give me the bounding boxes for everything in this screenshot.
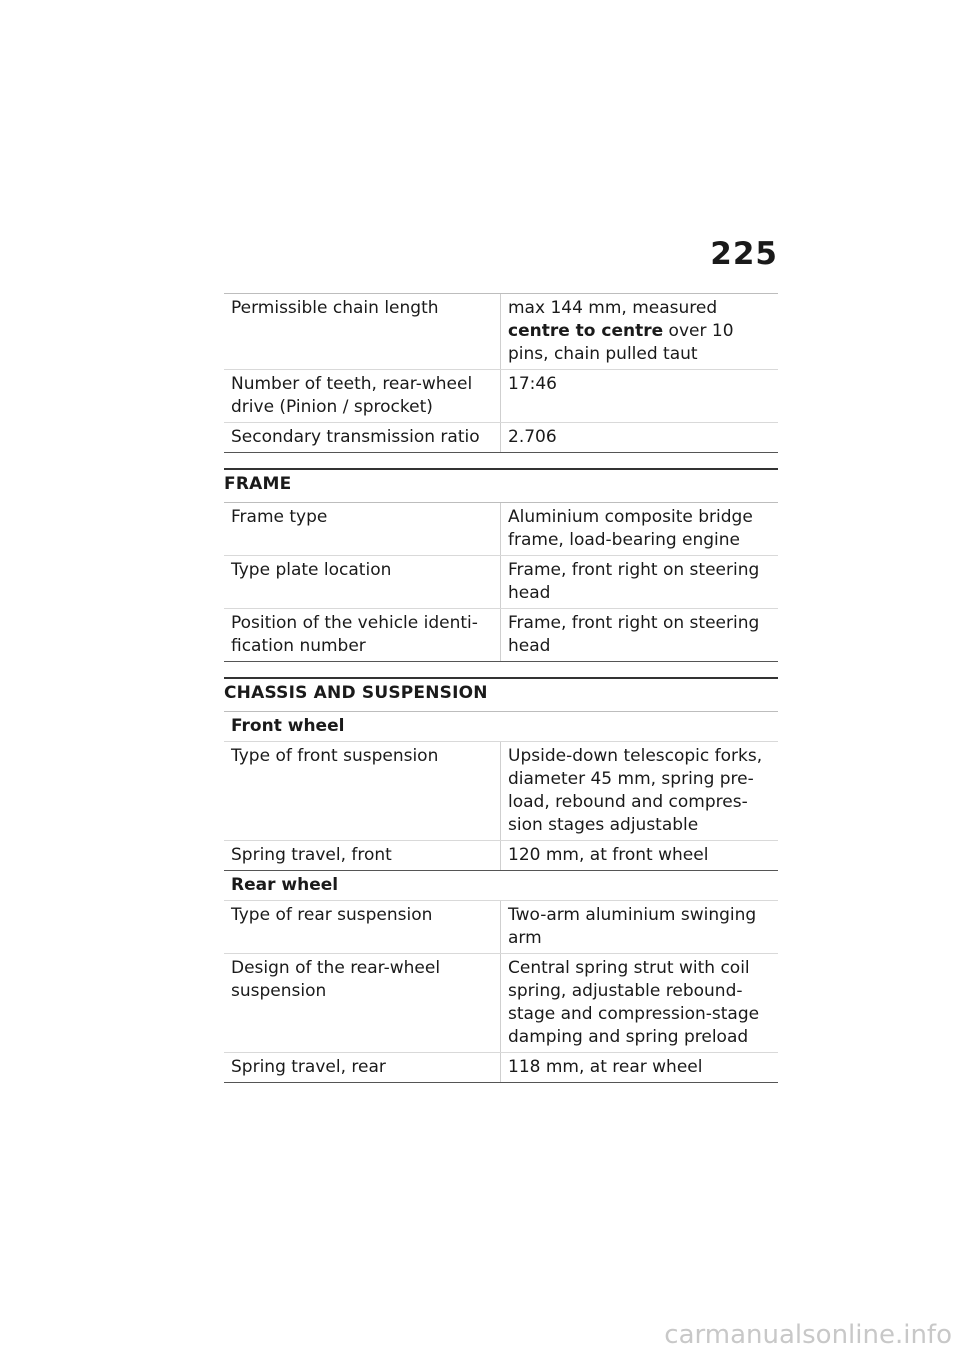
spec-label: Frame type: [224, 503, 501, 555]
spec-value: Frame, front right on steering head: [508, 613, 760, 656]
value-text: max 144 mm, measured: [508, 298, 718, 318]
table-row: [224, 954, 778, 1053]
spec-label: Spring travel, front: [224, 841, 501, 870]
spec-label: Position of the vehicle identi-fication number: [224, 609, 501, 661]
spec-value: [501, 294, 778, 369]
spec-value: 120 mm, at front wheel: [508, 845, 709, 865]
value-emphasis: centre to centre: [508, 321, 664, 341]
spec-value: Aluminium composite bridge frame, load-bearing engine: [508, 507, 753, 550]
table-row: [224, 503, 778, 556]
spec-value: Frame, front right on steering head: [508, 560, 760, 603]
chassis-table: [224, 712, 778, 1083]
subheading-front-wheel: Front wheel: [224, 712, 778, 742]
spec-label: Type of rear suspension: [224, 901, 501, 953]
spec-value: Central spring strut with coil spring, adjustable rebound-stage and compression-stage damping and spring preload: [508, 958, 760, 1047]
section-heading-frame: FRAME: [224, 468, 778, 503]
spec-value: 118 mm, at rear wheel: [508, 1057, 703, 1077]
spec-content: [224, 293, 778, 1083]
table-row: [224, 423, 778, 453]
spec-value: 2.706: [508, 427, 557, 447]
spec-label: Design of the rear-wheel suspension: [224, 954, 501, 1052]
table-row: [224, 1053, 778, 1083]
drive-table: [224, 293, 778, 453]
spec-label: Permissible chain length: [224, 294, 501, 369]
section-heading-chassis: CHASSIS AND SUSPENSION: [224, 677, 778, 712]
value-text: over 10 pins, chain pulled taut: [508, 321, 734, 364]
spec-label: Spring travel, rear: [224, 1053, 501, 1082]
spec-value: Upside-down telescopic forks, diameter 45 mm, spring pre-load, rebound and compres-sion stages adjustable: [508, 746, 763, 835]
spec-label: Secondary transmission ratio: [224, 423, 501, 452]
subheading-rear-wheel: Rear wheel: [224, 871, 778, 901]
table-row: [224, 294, 778, 370]
spec-value: 17:46: [508, 374, 557, 394]
spec-label: Type plate location: [224, 556, 501, 608]
page-number: 225: [710, 236, 778, 272]
spec-value: Two-arm aluminium swinging arm: [508, 905, 757, 948]
table-row: [224, 609, 778, 662]
frame-table: [224, 503, 778, 662]
spec-label: Number of teeth, rear-wheel drive (Pinion / sprocket): [224, 370, 501, 422]
spec-label: Type of front suspension: [224, 742, 501, 840]
table-row: [224, 841, 778, 871]
table-row: [224, 370, 778, 423]
watermark: carmanualsonline.info: [664, 1320, 952, 1350]
table-row: [224, 742, 778, 841]
table-row: [224, 901, 778, 954]
table-row: [224, 556, 778, 609]
